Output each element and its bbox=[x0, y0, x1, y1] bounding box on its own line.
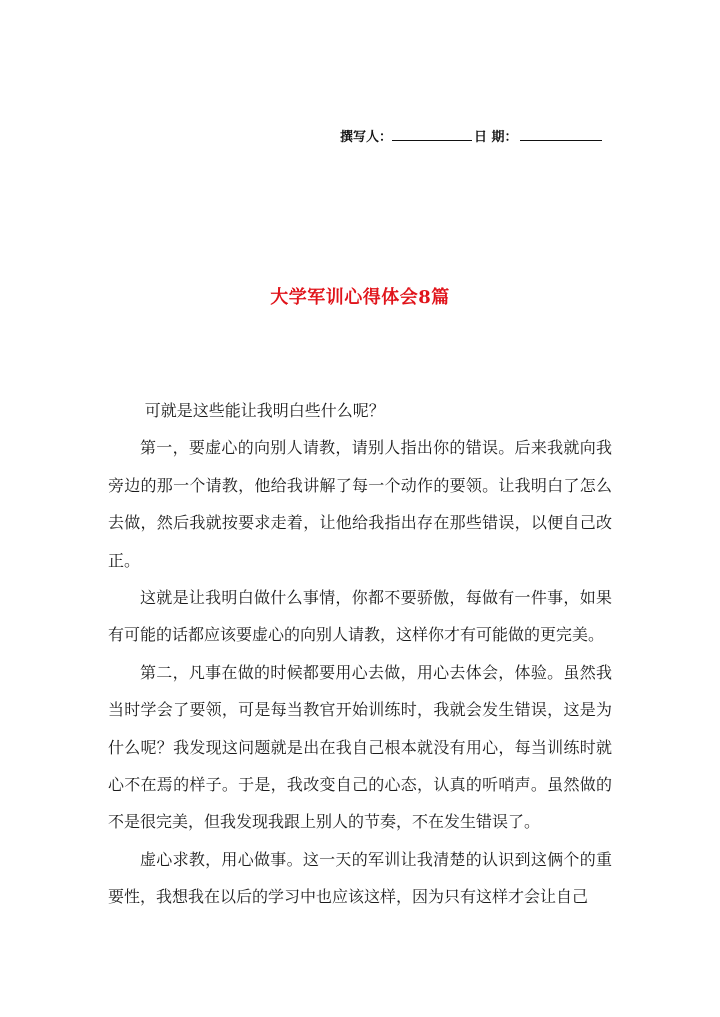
author-date-line bbox=[340, 126, 630, 146]
date-label: 日 期： bbox=[474, 130, 518, 145]
author-blank-line bbox=[392, 128, 472, 141]
date-blank-line bbox=[520, 128, 602, 141]
document-title: 大学军训心得体会8篇 bbox=[270, 287, 450, 308]
document-body bbox=[108, 392, 612, 916]
paragraph: 这就是让我明白做什么事情，你都不要骄傲，每做有一件事，如果有可能的话都应该要虚心的向别人请教，这样你才有可能做的更完美。 bbox=[108, 588, 612, 645]
paragraph: 第二，凡事在做的时候都要用心去做，用心去体会，体验。虽然我当时学会了要领，可是每当教官开始训练时，我就会发生错误，这是为什么呢？我发现这问题就是出在我自己根本就没有用心，每当训练时就心不在焉的样子。于是，我改变自己的心态，认真的听哨声。虽然做的不是很完美，但我发现我跟上别人的节奏，不在发生错误了。 bbox=[108, 662, 612, 832]
paragraph: 虚心求教，用心做事。这一天的军训让我清楚的认识到这俩个的重要性，我想我在以后的学习中也应该这样，因为只有这样才会让自己 bbox=[108, 849, 612, 907]
paragraph: 第一，要虚心的向别人请教，请别人指出你的错误。后来我就向我旁边的那一个请教，他给我讲解了每一个动作的要领。让我明白了怎么去做，然后我就按要求走着，让他给我指出存在那些错误，以便自己改正。 bbox=[108, 438, 612, 570]
author-label: 撰写人： bbox=[340, 130, 393, 145]
paragraph: 可就是这些能让我明白些什么呢？ bbox=[144, 401, 385, 420]
